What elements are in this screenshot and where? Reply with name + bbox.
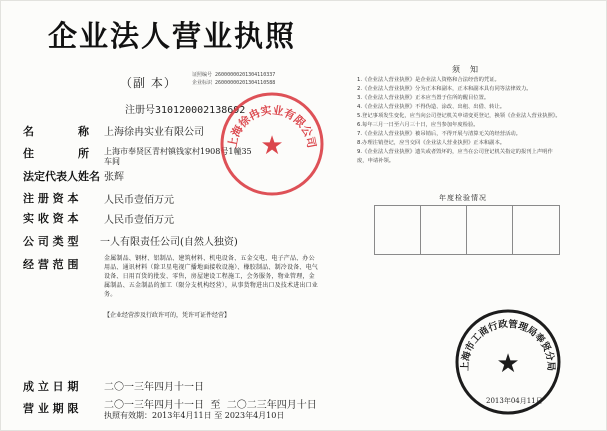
notice-list <box>357 76 563 166</box>
company-seal-star-icon: ★ <box>260 131 284 161</box>
registration-label: 注册号 <box>125 105 155 116</box>
annual-check-cell <box>421 206 467 254</box>
notice-item: 8.办理注销登记，应当交回《企业法人营业执照》正本和副本。 <box>357 140 506 146</box>
document-subtitle: （副 本） <box>120 76 177 90</box>
notice-item: 2.《企业法人营业执照》分为正本和副本，正本和副本具有同等法律效力。 <box>357 86 532 92</box>
authority-seal-text: 上海市工商行政管理局奉贤分局 <box>459 318 557 372</box>
scope-label: 经 营 范 围 <box>23 258 79 271</box>
code-line2-label: 企业标识 <box>192 80 213 86</box>
company-seal-text: 上海徐冉实业有限公司 <box>225 103 319 150</box>
paid-in-label: 实 收 资 本 <box>23 212 79 225</box>
business-term-to: 二〇二三年四月十日 <box>226 400 317 411</box>
registration-value: 310120002138692 <box>155 105 246 116</box>
scope-value: 金属制品、钢材、铝制品、建筑材料、机电设备、五金交电、电子产品、办公用品、通讯材料（除卫星电视广播地面接收设施）、橡胶制品、制冷设备、电气设备、日用百货的批发、零售，房屋建设工程施工，会务服务，物业管理，金属制品、五金制品的加工（限分支机构经营），从事货物进出口及技术进出口业务。 <box>104 255 319 298</box>
address-value: 上海市奉贤区青村镇钱家村1908号1幢35 <box>104 147 252 156</box>
code-line2-value: 26000000201304110588 <box>215 80 276 86</box>
annual-check-cell <box>375 206 421 254</box>
business-term-label: 营 业 期 限 <box>23 402 79 415</box>
name-value: 上海徐冉实业有限公司 <box>104 127 204 138</box>
legal-rep-label: 法定代表人姓名 <box>23 170 100 183</box>
business-term-range <box>104 396 317 411</box>
license-validity <box>104 410 284 421</box>
company-type-value: 一人有限责任公司(自然人独资) <box>100 237 238 248</box>
document-title: 企业法人营业执照 <box>47 19 296 53</box>
capital-label: 注 册 资 本 <box>23 192 79 205</box>
notice-title: 须知 <box>452 65 488 74</box>
address-label: 住 所 <box>23 147 89 160</box>
notice-item: 9.《企业法人营业执照》遗失或者毁坏的，应当在公司登记机关指定的报刊上声明作废，申请补领。 <box>357 149 553 164</box>
notice-item: 4.《企业法人营业执照》不得伪造、涂改、出租、出借、转让。 <box>357 104 506 110</box>
notice-item: 3.《企业法人营业执照》正本应当置于住所的醒目位置。 <box>357 95 490 101</box>
validity-label: 执照有效期： <box>104 411 152 420</box>
notice-item: 5.登记事项发生变化，应当向公司登记机关申请变更登记，换领《企业法人营业执照》。 <box>357 113 561 119</box>
paid-in-value: 人民币壹佰万元 <box>104 215 174 226</box>
scope-note: 【企业经营涉及行政许可的，凭许可证件经营】 <box>104 312 231 319</box>
business-term-from: 二〇一三年四月十一日 <box>104 400 204 411</box>
certificate-codes <box>192 71 275 87</box>
annual-check-cell <box>467 206 513 254</box>
issue-date-stamp: 2013年04月11日 <box>486 397 543 405</box>
established-value: 二〇一三年四月十一日 <box>104 382 204 393</box>
authority-seal-star-icon: ★ <box>496 349 520 379</box>
annual-check-title: 年度检验情况 <box>439 194 487 202</box>
company-type-label: 公 司 类 型 <box>23 235 79 248</box>
notice-item: 1.《企业法人营业执照》是企业法人资格和合法经营的凭证。 <box>357 77 500 83</box>
address-value-line2: 车间 <box>104 157 120 166</box>
annual-check-grid <box>374 205 560 255</box>
annual-check-cell <box>513 206 559 254</box>
notice-item: 6.每年三月一日至六月三十日，应当参加年度检验。 <box>357 122 479 128</box>
code-line1-value: 26000000201304110337 <box>215 72 276 78</box>
notice-item: 7.《企业法人营业执照》被吊销后，不得开展与清算无关的经营活动。 <box>357 131 521 137</box>
validity-from: 2013年4月11日 <box>152 411 212 420</box>
business-term-sep: 至 <box>210 400 221 411</box>
established-label: 成 立 日 期 <box>23 380 79 393</box>
validity-sep: 至 <box>214 411 223 420</box>
code-line1-label: 证照编号 <box>192 72 213 78</box>
name-label: 名 称 <box>23 125 89 138</box>
legal-rep-value: 张辉 <box>104 172 124 183</box>
validity-to: 2023年4月10日 <box>224 411 285 420</box>
capital-value: 人民币壹佰万元 <box>104 195 174 206</box>
company-seal <box>216 88 328 200</box>
